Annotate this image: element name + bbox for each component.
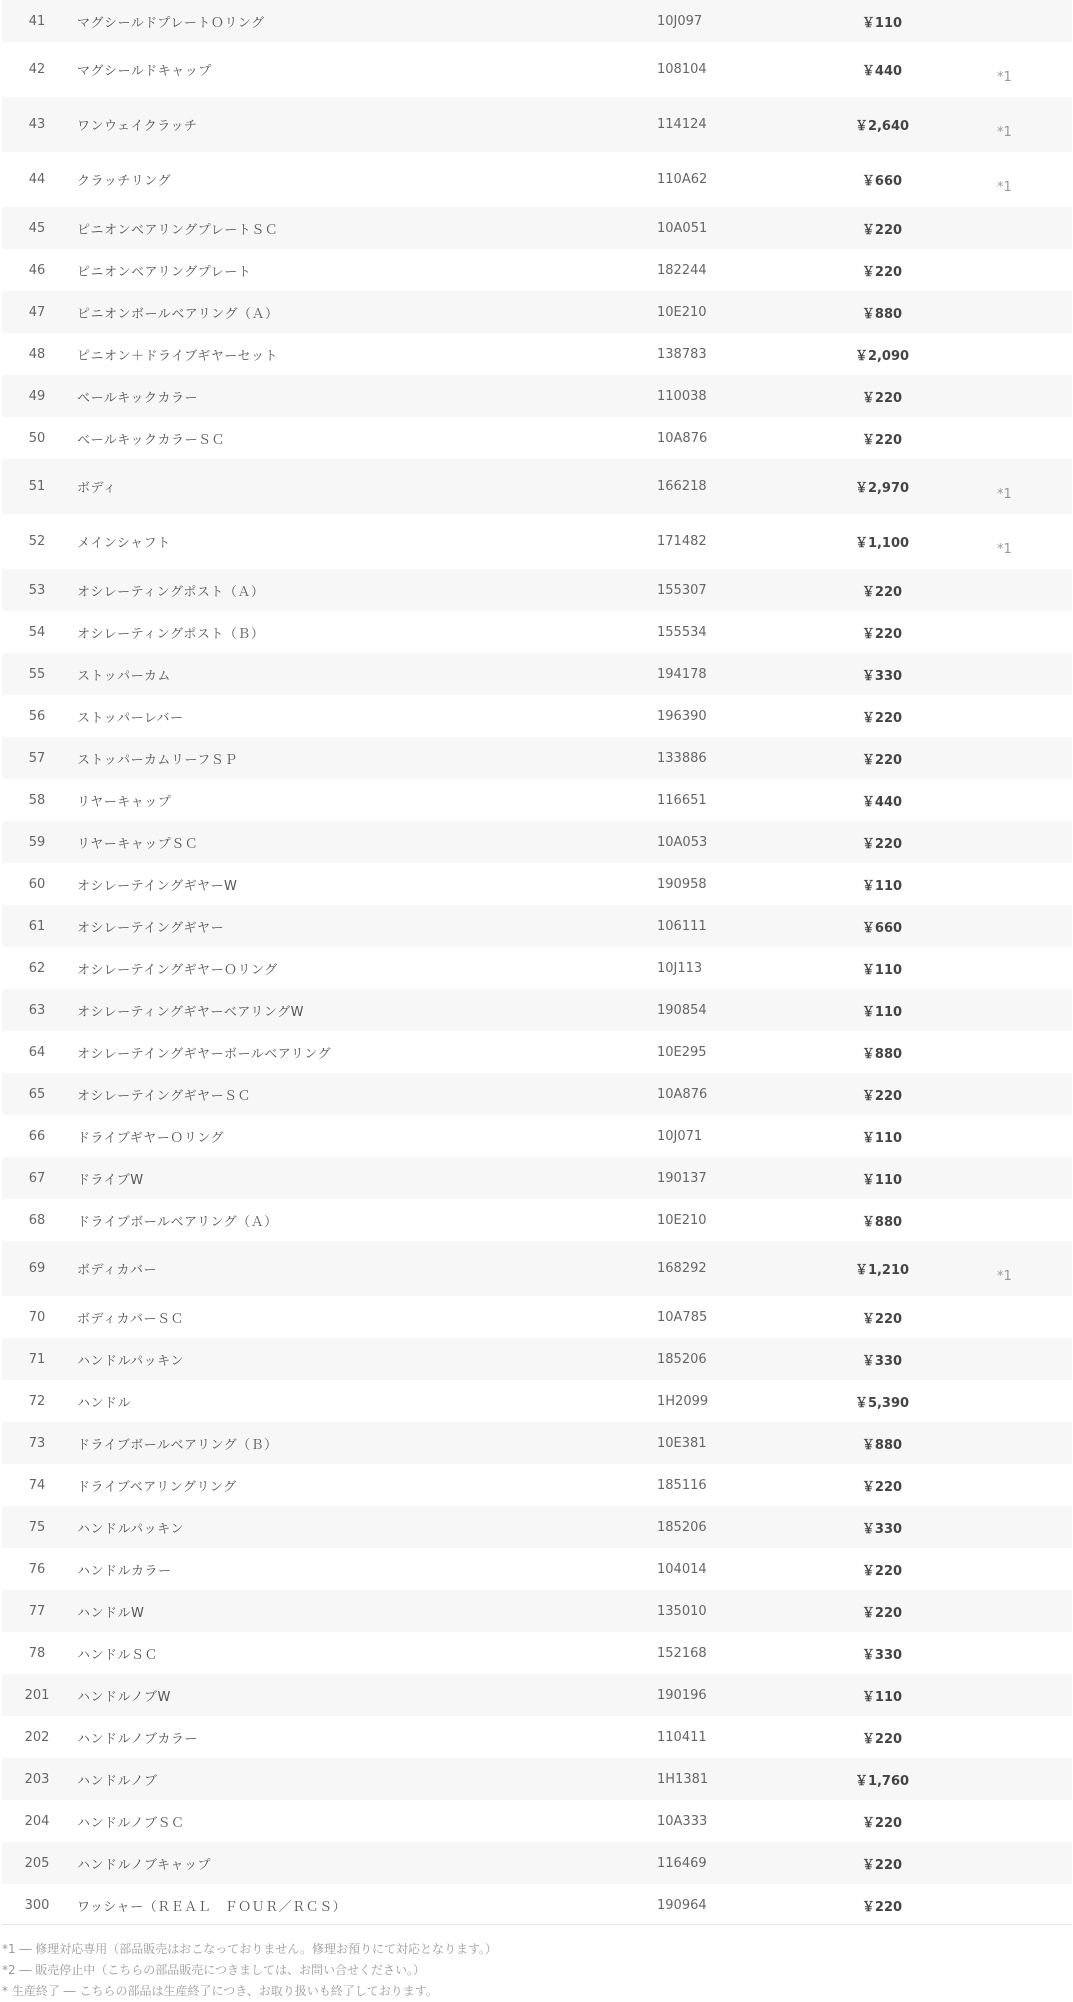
table-row [2,1800,1072,1842]
table-row [2,375,1072,417]
table-row [2,611,1072,653]
part-number-cell: 60 [28,876,46,892]
part-code-cell: 110038 [657,388,707,404]
table-row [2,1884,1072,1926]
price-cell: ￥880 [861,1214,903,1230]
price-cell: ￥1,760 [854,1773,910,1789]
table-row [2,989,1072,1031]
part-number-cell: 46 [28,262,46,278]
part-number-cell: 69 [28,1261,46,1276]
table-row [2,737,1072,779]
price-cell: ￥660 [861,920,903,936]
price-cell: ￥220 [861,390,903,406]
part-name-cell: ピニオンベアリングプレートＳＣ [77,222,279,238]
part-number-cell: 53 [28,582,46,598]
table-row [2,417,1072,459]
part-code-cell: 171482 [657,534,707,549]
part-code-cell: 152168 [657,1645,707,1661]
part-number-cell: 44 [28,172,46,187]
price-cell: ￥880 [861,306,903,322]
price-cell: ￥2,970 [854,481,910,496]
part-name-cell: ボディ [77,481,117,496]
part-number-cell: 63 [28,1002,46,1018]
price-cell: ￥220 [861,1731,903,1747]
part-code-cell: 10A876 [657,430,708,446]
part-name-cell: ハンドルＳＣ [77,1647,159,1663]
price-cell: ￥220 [861,432,903,448]
table-row [2,1199,1072,1241]
part-number-cell: 47 [28,304,46,320]
part-name-cell: リヤーキャップＳＣ [77,836,199,852]
part-code-cell: 10E210 [657,304,707,320]
table-row [2,514,1072,569]
price-cell: ￥110 [861,1172,903,1188]
part-number-cell: 43 [28,117,46,132]
price-cell: ￥220 [861,584,903,600]
part-name-cell: ピニオンベアリングプレート [77,264,252,280]
part-number-cell: 73 [28,1435,46,1451]
table-row [2,1842,1072,1884]
part-code-cell: 10J071 [657,1128,703,1144]
price-cell: ￥1,210 [854,1263,910,1278]
price-cell: ￥110 [861,1004,903,1020]
part-name-cell: オシレーテイングギヤーＳＣ [77,1088,252,1104]
part-code-cell: 10E381 [657,1435,707,1451]
part-name-cell: ベールキックカラー [77,390,198,406]
part-name-cell: ドライブギヤーＯリング [77,1130,224,1146]
part-number-cell: 61 [28,918,46,934]
price-cell: ￥220 [861,1815,903,1831]
part-code-cell: 10A051 [657,220,708,236]
table-row [2,333,1072,375]
table-row [2,1548,1072,1590]
part-number-cell: 42 [28,62,46,77]
price-cell: ￥330 [861,668,903,684]
part-number-cell: 203 [24,1771,50,1787]
price-cell: ￥110 [861,878,903,894]
table-row [2,1338,1072,1380]
part-name-cell: オシレーテイングギヤーＯリング [77,962,278,978]
table-row [2,1590,1072,1632]
part-code-cell: 135010 [657,1603,707,1619]
part-number-cell: 75 [28,1519,46,1535]
part-name-cell: ハンドルノブキャップ [77,1857,211,1873]
footnote-repair-only: *1 ― 修理対応専用（部品販売はおこなっておりません。修理お預りにて対応となります。） [2,1942,498,1956]
part-code-cell: 133886 [657,750,707,766]
part-code-cell: 104014 [657,1561,707,1577]
price-cell: ￥220 [861,1857,903,1873]
part-code-cell: 166218 [657,479,707,494]
part-name-cell: ドライブW [77,1172,144,1188]
part-number-cell: 201 [24,1687,50,1703]
price-cell: ￥110 [861,1689,903,1705]
table-row [2,1758,1072,1800]
table-row [2,1241,1072,1296]
part-name-cell: ハンドルカラー [77,1563,172,1579]
table-row [2,249,1072,291]
part-name-cell: ハンドルノブ [77,1773,158,1789]
part-code-cell: 185116 [657,1477,707,1493]
price-cell: ￥220 [861,626,903,642]
part-number-cell: 78 [28,1645,46,1661]
part-code-cell: 196390 [657,708,707,724]
part-code-cell: 106111 [657,918,707,934]
table-row [2,97,1072,152]
part-number-cell: 74 [28,1477,46,1493]
part-name-cell: ハンドルパッキン [77,1521,184,1537]
price-cell: ￥220 [861,710,903,726]
part-code-cell: 190137 [657,1170,707,1186]
part-code-cell: 155307 [657,582,707,598]
table-row [2,1716,1072,1758]
part-number-cell: 205 [24,1855,50,1871]
part-code-cell: 190854 [657,1002,707,1018]
part-name-cell: ハンドル [77,1395,132,1411]
part-code-cell: 10A785 [657,1309,708,1325]
table-row [2,653,1072,695]
table-row [2,863,1072,905]
part-code-cell: 116469 [657,1855,707,1871]
table-row [2,1031,1072,1073]
part-name-cell: ドライブベアリングリング [77,1479,237,1495]
price-cell: ￥440 [861,794,903,810]
note-cell: *1 [997,1269,1012,1284]
part-name-cell: ハンドルパッキン [77,1353,184,1369]
price-cell: ￥2,090 [854,348,910,364]
table-row [2,291,1072,333]
part-number-cell: 66 [28,1128,46,1144]
part-name-cell: ベールキックカラーＳＣ [77,432,225,448]
part-number-cell: 71 [28,1351,46,1367]
part-number-cell: 57 [28,750,46,766]
part-code-cell: 10A876 [657,1086,708,1102]
part-name-cell: ワッシャー（ＲＥＡＬ ＦＯＵＲ／ＲＣＳ） [77,1899,347,1915]
table-row [2,207,1072,249]
part-name-cell: オシレーテイングギヤーボールベアリング [77,1046,331,1062]
part-code-cell: 182244 [657,262,707,278]
price-cell: ￥220 [861,1563,903,1579]
part-name-cell: ボディカバー [77,1263,157,1278]
part-name-cell: オシレーティングギヤーベアリングW [77,1004,304,1020]
part-code-cell: 185206 [657,1351,707,1367]
part-code-cell: 110A62 [657,172,708,187]
part-code-cell: 190964 [657,1897,707,1913]
part-name-cell: ピニオン＋ドライブギヤーセット [77,348,278,364]
price-cell: ￥880 [861,1046,903,1062]
part-number-cell: 52 [28,534,46,549]
part-name-cell: オシレーティングポスト（Ａ） [77,584,265,600]
table-row [2,42,1072,97]
part-code-cell: 10E295 [657,1044,707,1060]
part-code-cell: 185206 [657,1519,707,1535]
note-cell: *1 [997,180,1012,195]
price-cell: ￥440 [861,64,903,79]
part-number-cell: 72 [28,1393,46,1409]
part-code-cell: 190196 [657,1687,707,1703]
part-name-cell: ハンドルノブカラー [77,1731,198,1747]
table-row [2,1115,1072,1157]
table-row [2,1380,1072,1422]
part-code-cell: 10J113 [657,960,703,976]
price-cell: ￥220 [861,836,903,852]
footnote-discontinued: * 生産終了 ― こちらの部品は生産終了につき、お取り扱いも終了しております。 [2,1984,438,1998]
part-name-cell: ハンドルノブW [77,1689,171,1705]
part-name-cell: ストッパーレバー [77,710,184,726]
part-name-cell: ワンウェイクラッチ [77,119,198,134]
part-number-cell: 64 [28,1044,46,1060]
part-name-cell: ストッパーカム [77,668,171,684]
part-number-cell: 204 [24,1813,50,1829]
price-cell: ￥110 [861,1130,903,1146]
part-code-cell: 10A333 [657,1813,708,1829]
part-number-cell: 55 [28,666,46,682]
table-row [2,569,1072,611]
part-number-cell: 45 [28,220,46,236]
part-name-cell: ドライブボールベアリング（Ａ） [77,1214,278,1230]
part-code-cell: 10E210 [657,1212,707,1228]
part-code-cell: 155534 [657,624,707,640]
price-cell: ￥220 [861,1899,903,1915]
part-number-cell: 65 [28,1086,46,1102]
part-code-cell: 1H2099 [657,1393,709,1409]
part-number-cell: 58 [28,792,46,808]
part-number-cell: 77 [28,1603,46,1619]
price-cell: ￥220 [861,1088,903,1104]
price-cell: ￥220 [861,1311,903,1327]
part-number-cell: 202 [24,1729,50,1745]
price-cell: ￥110 [861,15,903,31]
price-cell: ￥330 [861,1353,903,1369]
part-name-cell: ストッパーカムリーフＳＰ [77,752,238,768]
note-cell: *1 [997,542,1012,557]
table-row [2,695,1072,737]
part-code-cell: 190958 [657,876,707,892]
table-row [2,1464,1072,1506]
price-cell: ￥220 [861,264,903,280]
part-number-cell: 70 [28,1309,46,1325]
table-row [2,905,1072,947]
table-row [2,1632,1072,1674]
part-name-cell: オシレーティングポスト（Ｂ） [77,626,265,642]
part-number-cell: 49 [28,388,46,404]
price-cell: ￥220 [861,1605,903,1621]
table-row [2,821,1072,863]
price-cell: ￥220 [861,222,903,238]
part-number-cell: 68 [28,1212,46,1228]
table-row [2,1422,1072,1464]
part-code-cell: 138783 [657,346,707,362]
price-cell: ￥330 [861,1521,903,1537]
part-code-cell: 110411 [657,1729,707,1745]
part-number-cell: 54 [28,624,46,640]
table-row [2,0,1072,42]
part-name-cell: ハンドルノブＳＣ [77,1815,185,1831]
part-number-cell: 59 [28,834,46,850]
part-number-cell: 76 [28,1561,46,1577]
table-row [2,779,1072,821]
price-cell: ￥220 [861,752,903,768]
table-row [2,1157,1072,1199]
part-name-cell: ボディカバーＳＣ [77,1311,184,1327]
footnote-sales-suspended: *2 ― 販売停止中（こちらの部品販売につきましては、お問い合せください。） [2,1963,426,1977]
part-number-cell: 51 [28,479,46,494]
note-cell: *1 [997,125,1012,140]
part-name-cell: マグシールドプレートＯリング [77,15,265,31]
price-cell: ￥2,640 [854,119,910,134]
part-name-cell: ピニオンボールベアリング（Ａ） [77,306,279,322]
part-name-cell: オシレーテイングギヤー [77,920,225,936]
part-name-cell: メインシャフト [77,536,171,551]
part-number-cell: 50 [28,430,46,446]
part-code-cell: 116651 [657,792,707,808]
table-row [2,1296,1072,1338]
part-number-cell: 62 [28,960,46,976]
part-code-cell: 168292 [657,1261,707,1276]
part-code-cell: 108104 [657,62,707,77]
price-cell: ￥660 [861,174,903,189]
part-code-cell: 10A053 [657,834,708,850]
table-row [2,947,1072,989]
part-name-cell: クラッチリング [77,174,171,189]
price-cell: ￥110 [861,962,903,978]
table-row [2,459,1072,514]
price-cell: ￥220 [861,1479,903,1495]
price-cell: ￥5,390 [854,1395,910,1411]
part-code-cell: 1H1381 [657,1771,709,1787]
part-name-cell: ドライブボールベアリング（Ｂ） [77,1437,278,1453]
part-code-cell: 10J097 [657,13,703,29]
part-number-cell: 300 [24,1897,50,1913]
price-cell: ￥880 [861,1437,903,1453]
table-row [2,1073,1072,1115]
part-name-cell: ハンドルW [77,1605,145,1621]
table-row [2,1674,1072,1716]
part-name-cell: マグシールドキャップ [77,64,212,79]
part-name-cell: リヤーキャップ [77,794,172,810]
table-row [2,152,1072,207]
price-cell: ￥330 [861,1647,903,1663]
part-code-cell: 114124 [657,117,707,132]
price-cell: ￥1,100 [854,536,910,551]
part-number-cell: 67 [28,1170,46,1186]
note-cell: *1 [997,70,1012,85]
part-number-cell: 41 [28,13,46,29]
part-number-cell: 56 [28,708,46,724]
part-number-cell: 48 [28,346,46,362]
table-row [2,1506,1072,1548]
part-code-cell: 194178 [657,666,707,682]
part-name-cell: オシレーテイングギヤーW [77,878,238,894]
footnotes [2,1924,1072,2002]
note-cell: *1 [997,487,1012,502]
